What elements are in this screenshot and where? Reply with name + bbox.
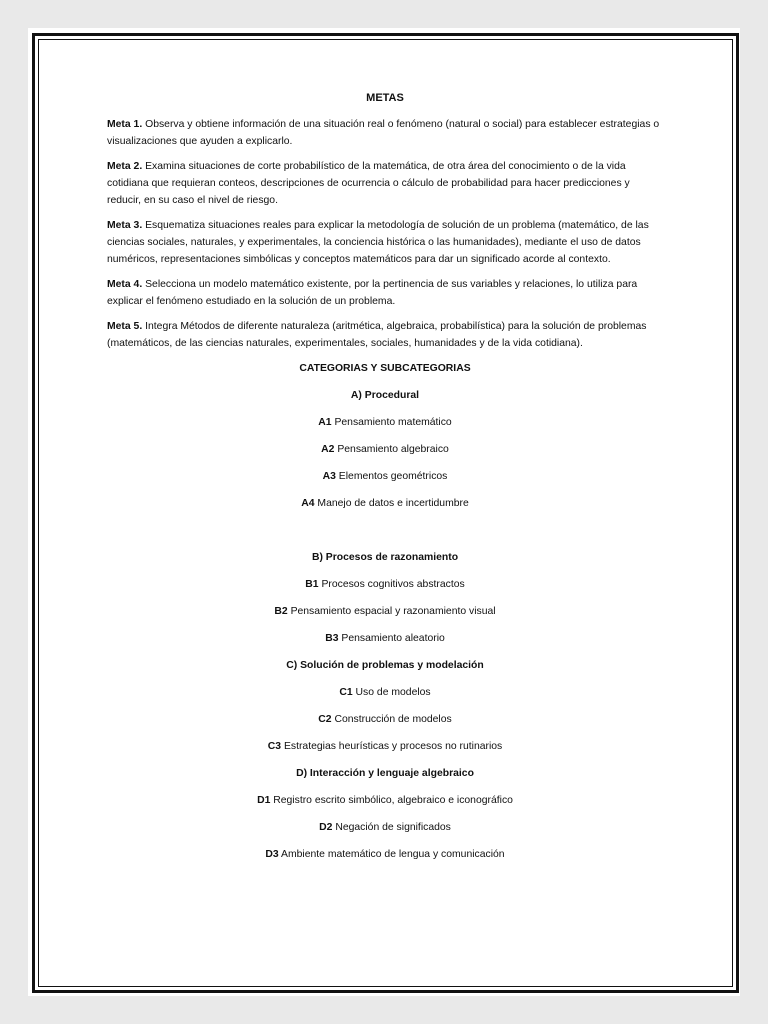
section-title: A) Procedural xyxy=(350,390,420,401)
subcategory-text: Uso de modelos xyxy=(355,687,431,698)
goal-paragraph xyxy=(107,116,663,150)
subcategory-text: Registro escrito simbólico, algebraico e iconográfico xyxy=(273,795,513,806)
subcategory-item xyxy=(107,495,663,512)
goal-paragraph xyxy=(107,276,663,310)
subcategory-code: A2 xyxy=(321,444,335,455)
goal-label: Meta 3. xyxy=(107,220,143,231)
section-title: C) Solución de problemas y modelación xyxy=(286,660,484,671)
subcategory-text: Pensamiento matemático xyxy=(334,417,452,428)
subcategory-code: B3 xyxy=(325,633,339,644)
subcategory-item xyxy=(107,711,663,728)
subcategory-code: C1 xyxy=(339,687,353,698)
categories-title: CATEGORIAS Y SUBCATEGORIAS xyxy=(299,363,471,374)
subcategory-code: A3 xyxy=(322,471,336,482)
subcategory-code: C2 xyxy=(318,714,332,725)
document-content xyxy=(107,90,663,873)
goal-label: Meta 4. xyxy=(107,279,143,290)
subcategory-item xyxy=(107,819,663,836)
subcategory-text: Ambiente matemático de lengua y comunicación xyxy=(281,849,505,860)
subcategory-code: A1 xyxy=(318,417,332,428)
subcategory-item xyxy=(107,738,663,755)
subcategory-text: Estrategias heurísticas y procesos no rutinarios xyxy=(283,741,503,752)
subcategory-text: Pensamiento algebraico xyxy=(337,444,449,455)
subcategory-text: Construcción de modelos xyxy=(334,714,452,725)
page-title: METAS xyxy=(366,92,404,104)
section-title: D) Interacción y lenguaje algebraico xyxy=(296,768,474,779)
subcategory-text: Pensamiento espacial y razonamiento visual xyxy=(290,606,496,617)
goal-paragraph xyxy=(107,158,663,209)
goal-text: Observa y obtiene información de una situación real o fenómeno (natural o social) para establecer estrategias o visualizaciones que ayuden a explicarlo. xyxy=(107,119,660,147)
subcategory-item xyxy=(107,441,663,458)
goal-label: Meta 5. xyxy=(107,321,143,332)
subcategory-item xyxy=(107,630,663,647)
subcategory-code: D2 xyxy=(319,822,333,833)
subcategory-code: B1 xyxy=(305,579,319,590)
subcategory-item xyxy=(107,414,663,431)
subcategory-code: A4 xyxy=(301,498,315,509)
subcategory-item xyxy=(107,846,663,863)
subcategory-item xyxy=(107,792,663,809)
goal-label: Meta 1. xyxy=(107,119,143,130)
section-spacer xyxy=(107,522,663,549)
goal-text: Esquematiza situaciones reales para explicar la metodología de solución de un problema (matemático, de las ciencias sociales, naturales, y experimentales, la conciencia histórica o las humanidades), mediante el uso de datos numéricos, representaciones simbólicas y conceptos matemáticos para dar un significado acorde al contexto. xyxy=(107,220,649,265)
subcategory-text: Manejo de datos e incertidumbre xyxy=(317,498,469,509)
subcategory-code: D1 xyxy=(257,795,271,806)
subcategory-code: D3 xyxy=(265,849,279,860)
goal-paragraph xyxy=(107,318,663,352)
subcategory-item xyxy=(107,603,663,620)
subcategory-text: Procesos cognitivos abstractos xyxy=(321,579,465,590)
subcategory-item xyxy=(107,576,663,593)
goal-text: Examina situaciones de corte probabilístico de la matemática, de otra área del conocimiento o de la vida cotidiana que requieran conteos, descripciones de ocurrencia o cálculo de probabilidad para hacer predicciones y reducir, en su caso el nivel de riesgo. xyxy=(107,161,630,206)
goal-label: Meta 2. xyxy=(107,161,143,172)
goal-text: Selecciona un modelo matemático existente, por la pertinencia de sus variables y relaciones, lo utiliza para explicar el fenómeno estudiado en la solución de un problema. xyxy=(107,279,638,307)
subcategory-text: Elementos geométricos xyxy=(338,471,448,482)
subcategory-code: C3 xyxy=(267,741,282,752)
subcategory-code: B2 xyxy=(274,606,288,617)
goal-paragraph xyxy=(107,217,663,268)
goal-text: Integra Métodos de diferente naturaleza (aritmética, algebraica, probabilística) para la solución de problemas (matemáticos, de las ciencias naturales, experimentales, sociales, humanidades y de la vida cotidiana). xyxy=(107,321,647,349)
subcategory-item xyxy=(107,468,663,485)
subcategory-text: Negación de significados xyxy=(335,822,451,833)
subcategory-item xyxy=(107,684,663,701)
subcategory-text: Pensamiento aleatorio xyxy=(341,633,445,644)
section-title: B) Procesos de razonamiento xyxy=(311,552,459,563)
